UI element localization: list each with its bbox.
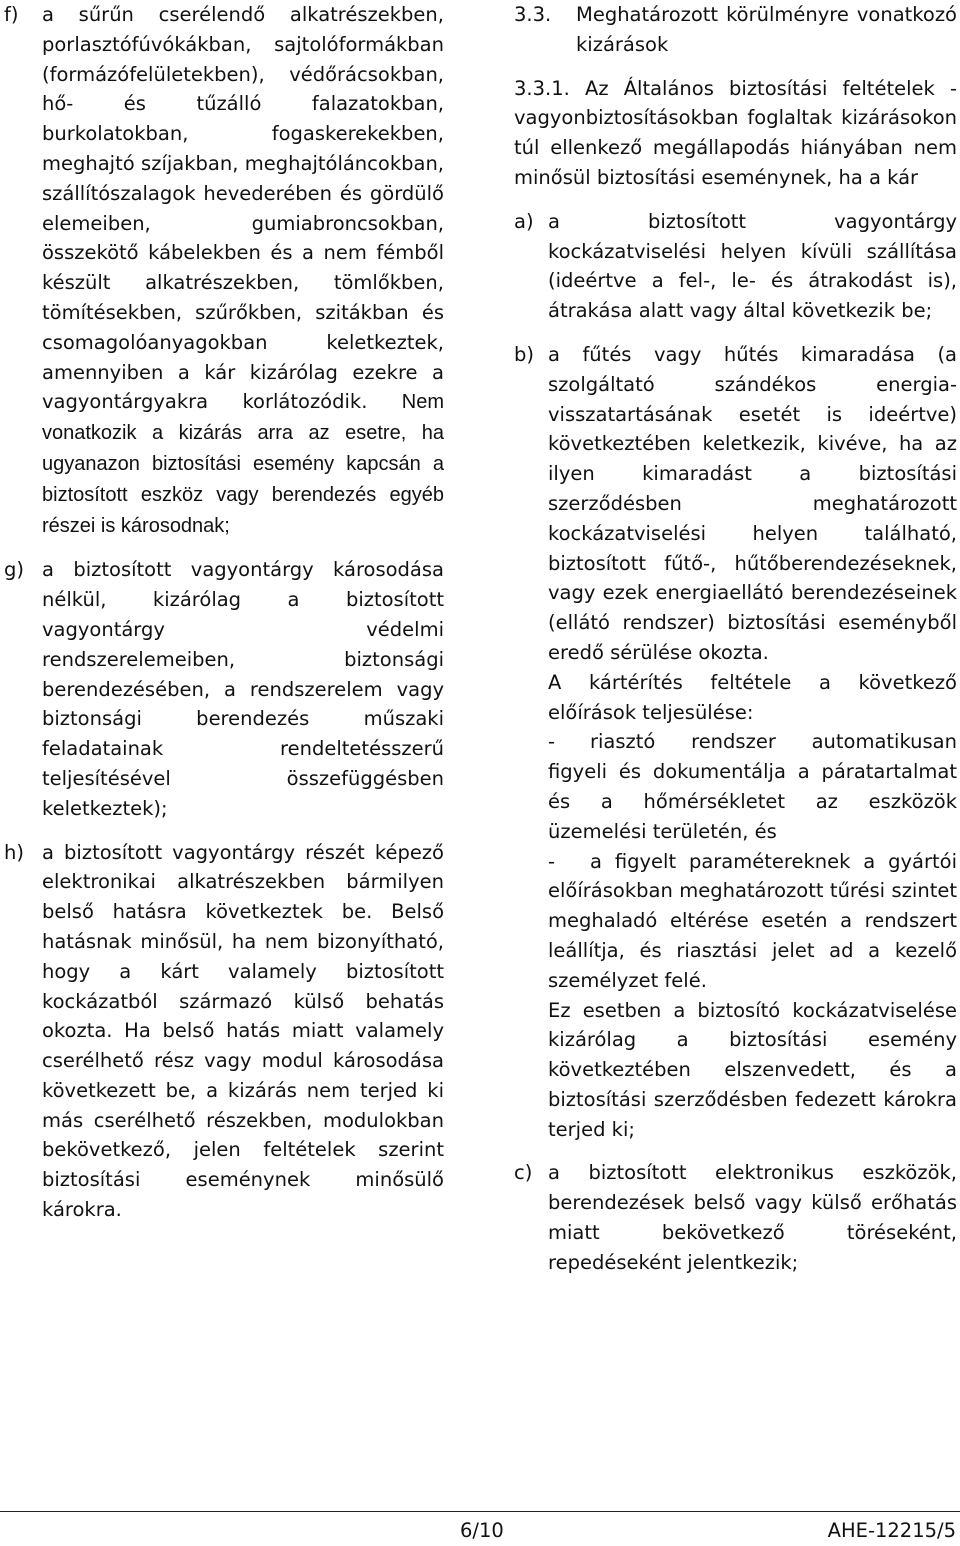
dash-marker: - xyxy=(548,849,556,873)
item-label: c) xyxy=(514,1161,533,1185)
item-text xyxy=(42,0,444,541)
section-title: Meghatározott körülményre vonatkozó kizárások xyxy=(576,3,957,56)
item-label: f) xyxy=(4,3,19,26)
condition-text: a figyelt paramétereknek a gyártói előírásokban meghatározott tűrési szintet meghaladó eltérése esetén a rendszert leállítja, és riasztási jelet ad a kezelő személyzet felé. xyxy=(548,849,957,992)
item-text: a biztosított vagyontárgy károsodása nélkül, kizárólag a biztosított vagyontárgy védelmi rendszerelemeiben, biztonsági berendezésében, a rendszerelem vagy biztonsági berendezés műszaki feladatainak rendeltetésszerű teljesítésével összefüggésben keletkeztek); xyxy=(42,558,444,820)
left-column xyxy=(4,0,444,1225)
paragraph-text xyxy=(514,74,957,193)
item-label: a) xyxy=(514,209,534,233)
item-text-part: Nem vonatkozik a kizárás arra az esetre, ha ugyanazon biztosítási esemény kapcsán a biztosított eszköz vagy berendezés egyéb részei is károsodnak; xyxy=(42,391,445,537)
item-b-note xyxy=(514,996,957,1145)
exclusion-item-b xyxy=(514,340,957,727)
item-condition: A kártérítés feltétele a következő előírások teljesülése: xyxy=(548,670,957,724)
condition-text: riasztó rendszer automatikusan figyeli és dokumentálja a páratartalmat és a hőmérsékletet az eszközök üzemelési területén, és xyxy=(548,730,957,843)
paragraph-3-3-1 xyxy=(514,74,957,193)
item-text: a biztosított elektronikus eszközök, berendezések belső vagy külső erőhatás miatt bekövetkező töréseként, repedéseként jelentkezik; xyxy=(548,1161,957,1274)
right-column xyxy=(514,0,957,1278)
page-number: 6/10 xyxy=(460,1519,504,1542)
item-text: a biztosított vagyontárgy részét képező elektronikai alkatrészekben bármilyen belső hatásra következtek be. Belső hatásnak minősül, ha nem bizonyítható, hogy a kárt valamely biztosított kockázatból származó külső behatás okozta. Ha belső hatás miatt valamely cserélhető rész vagy modul károsodása következett be, a kizárás nem terjed ki más cserélhető részekben, modulokban bekövetkező, jelen feltételek szerint biztosítási eseménynek minősülő károkra. xyxy=(42,840,444,1222)
exclusion-item-a xyxy=(514,207,957,326)
exclusion-item-h xyxy=(4,838,444,1225)
exclusion-item-f xyxy=(4,0,444,541)
footer-divider xyxy=(0,1511,960,1512)
condition-item-1 xyxy=(514,727,957,846)
item-label: g) xyxy=(4,558,24,582)
note-text: Ez esetben a biztosító kockázatviselése kizárólag a biztosítási esemény következtében elszenvedett, és a biztosítási szerződésben fedezett károkra terjed ki; xyxy=(548,998,957,1141)
document-code: AHE-12215/5 xyxy=(827,1519,956,1542)
item-text: a biztosított vagyontárgy kockázatviselési helyen kívüli szállítása (ideértve a fel-, le- és átrakodást is), átrakása alatt vagy által következik be; xyxy=(548,209,957,323)
dash-marker: - xyxy=(548,730,556,754)
paragraph-body: Az Általános biztosítási feltételek - vagyonbiztosításokban foglaltak kizárásokon túl ellenkező megállapodás hiányában nem minősül biztosítási eseménynek, ha a kár xyxy=(514,76,957,189)
condition-item-2 xyxy=(514,847,957,996)
section-heading xyxy=(514,0,957,60)
exclusion-item-g xyxy=(4,555,444,823)
section-number: 3.3. xyxy=(514,3,552,26)
item-label: b) xyxy=(514,342,534,366)
item-text-part: a sűrűn cserélendő alkatrészekben, porlasztófúvókákban, sajtolóformákban (formázófelületekben), védőrácsokban, hő- és tűzálló falazatokban, burkolatokban, fogaskerekekben, meghajtó szíjakban, meghajtóláncokban, szállítószalagok hevederében és gördülő elemeiben, gumiabroncsokban, összekötő kábelekben és a nem fémből készült alkatrészekben, tömlőkben, tömítésekben, szűrőkben, szitákban és csomagolóanyagokban keletkeztek, amennyiben a kár kizárólag ezekre a vagyontárgyakra korlátozódik. xyxy=(42,3,444,414)
exclusion-item-c xyxy=(514,1158,957,1277)
item-label: h) xyxy=(4,840,24,864)
paragraph-number: 3.3.1. xyxy=(514,76,570,100)
item-text: a fűtés vagy hűtés kimaradása (a szolgáltató szándékos energia-visszatartásának esetét is ideértve) következtében keletkezik, kivéve, ha az ilyen kimaradást a biztosítási szerződésben meghatározott kockázatviselési helyen található, biztosított fűtő-, hűtőberendezéseknek, vagy ezek energiaellátó berendezéseinek (ellátó rendszer) biztosítási eseményből eredő sérülése okozta. xyxy=(548,342,957,664)
